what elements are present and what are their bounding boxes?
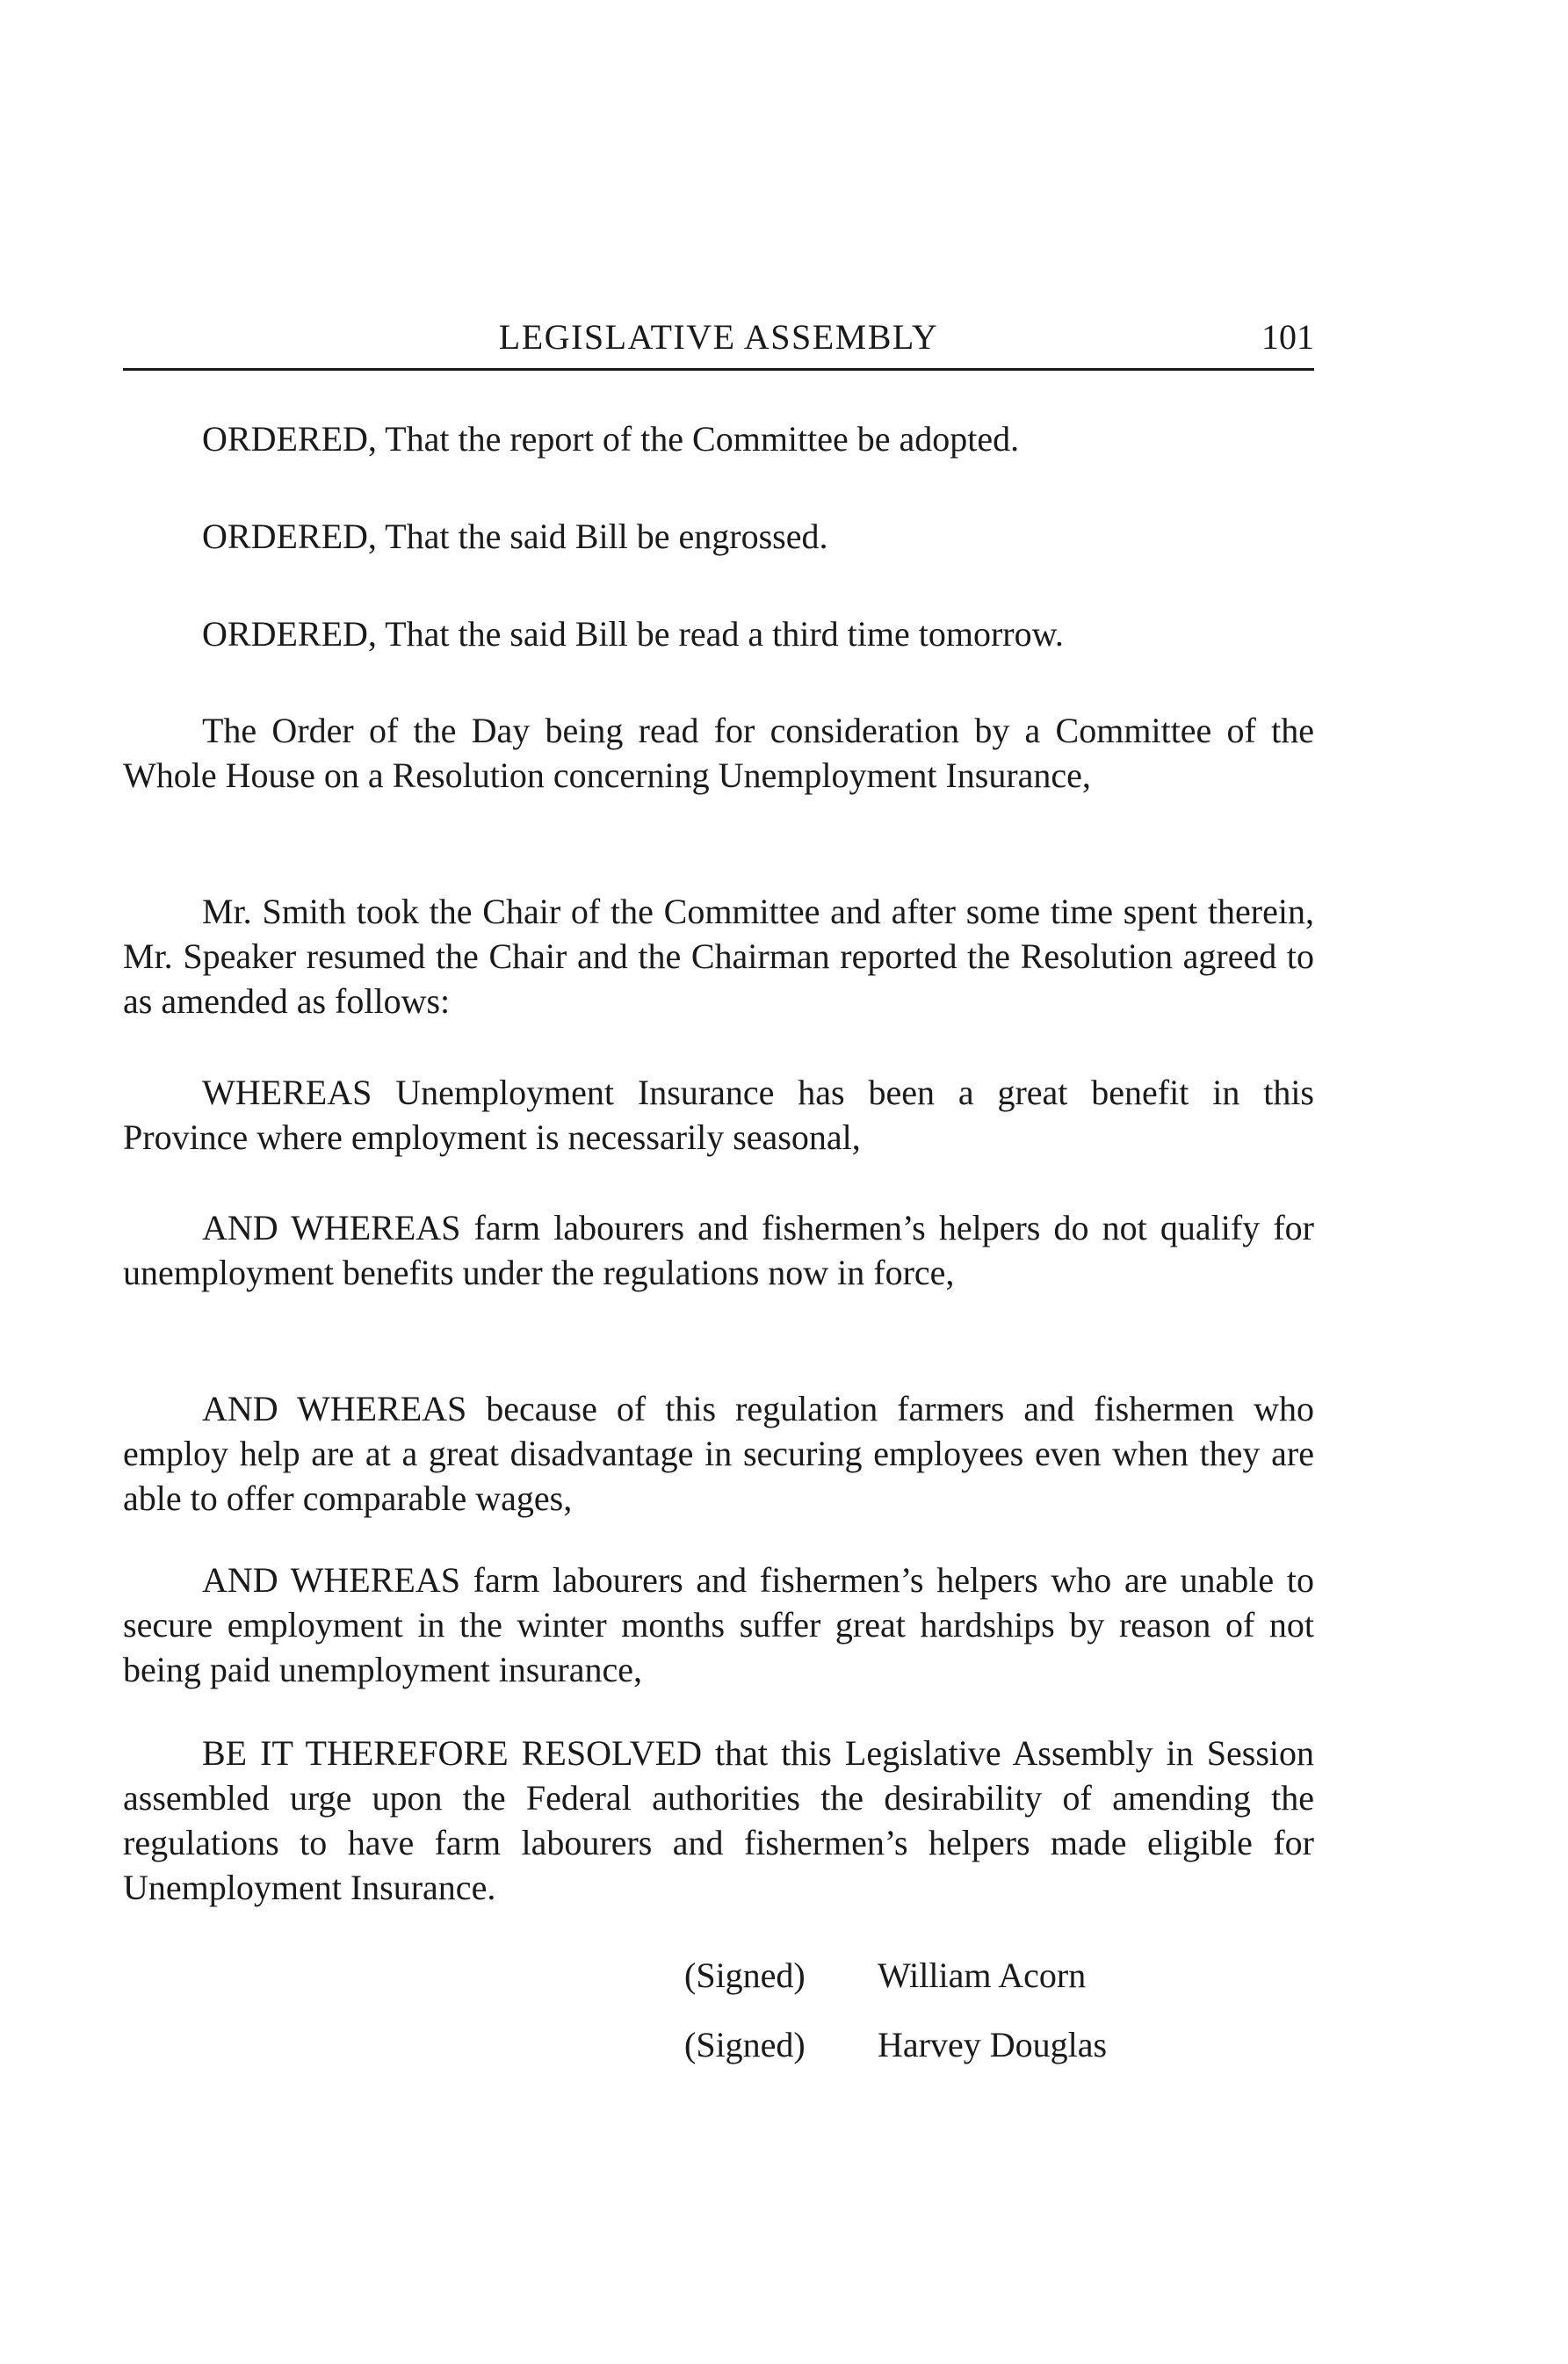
signed-label: (Signed) <box>684 1956 806 1995</box>
signature-line <box>684 1953 1086 1998</box>
whereas-hardships-paragraph: AND WHEREAS farm labourers and fishermen’s helpers who are unable to secure employment in the winter months suffer great hardships by reason of not being paid unemployment insurance, <box>123 1560 1314 1689</box>
header-rule <box>123 368 1314 371</box>
whereas-benefit-paragraph: WHEREAS Unemployment Insurance has been a great benefit in this Province where employment is necessarily seasonal, <box>123 1073 1314 1157</box>
signatory-name: Harvey Douglas <box>878 2025 1108 2064</box>
page-header <box>123 313 1314 362</box>
signatory-name: William Acorn <box>878 1956 1087 1995</box>
whereas-qualify-paragraph: AND WHEREAS farm labourers and fishermen’s helpers do not qualify for unemployment benefits under the regulations now in force, <box>123 1208 1314 1292</box>
signed-label: (Signed) <box>684 2025 806 2064</box>
ordered-report-adopted: ORDERED, That the report of the Committee be adopted. <box>202 419 1020 459</box>
ordered-third-reading: ORDERED, That the said Bill be read a third time tomorrow. <box>202 614 1064 654</box>
whereas-disadvantage-paragraph: AND WHEREAS because of this regulation farmers and fishermen who employ help are at a great disadvantage in securing employees even when they are able to offer comparable wages, <box>123 1389 1314 1518</box>
header-title: LEGISLATIVE ASSEMBLY <box>498 317 939 357</box>
page-number: 101 <box>1261 317 1314 357</box>
order-of-the-day-paragraph: The Order of the Day being read for consideration by a Committee of the Whole House on a Resolution concerning Unemployment Insurance, <box>123 711 1314 795</box>
resolved-paragraph: BE IT THEREFORE RESOLVED that this Legislative Assembly in Session assembled urge upon the Federal authorities the desirability of amending the regulations to have farm labourers and fishermen’s helpers made eligible for Unemployment Insurance. <box>123 1733 1314 1907</box>
signature-line <box>684 2022 1107 2067</box>
committee-report-paragraph: Mr. Smith took the Chair of the Committee and after some time spent therein, Mr. Speaker resumed the Chair and the Chairman reported the Resolution agreed to as amended as follows: <box>123 892 1314 1021</box>
ordered-bill-engrossed: ORDERED, That the said Bill be engrossed. <box>202 517 828 556</box>
